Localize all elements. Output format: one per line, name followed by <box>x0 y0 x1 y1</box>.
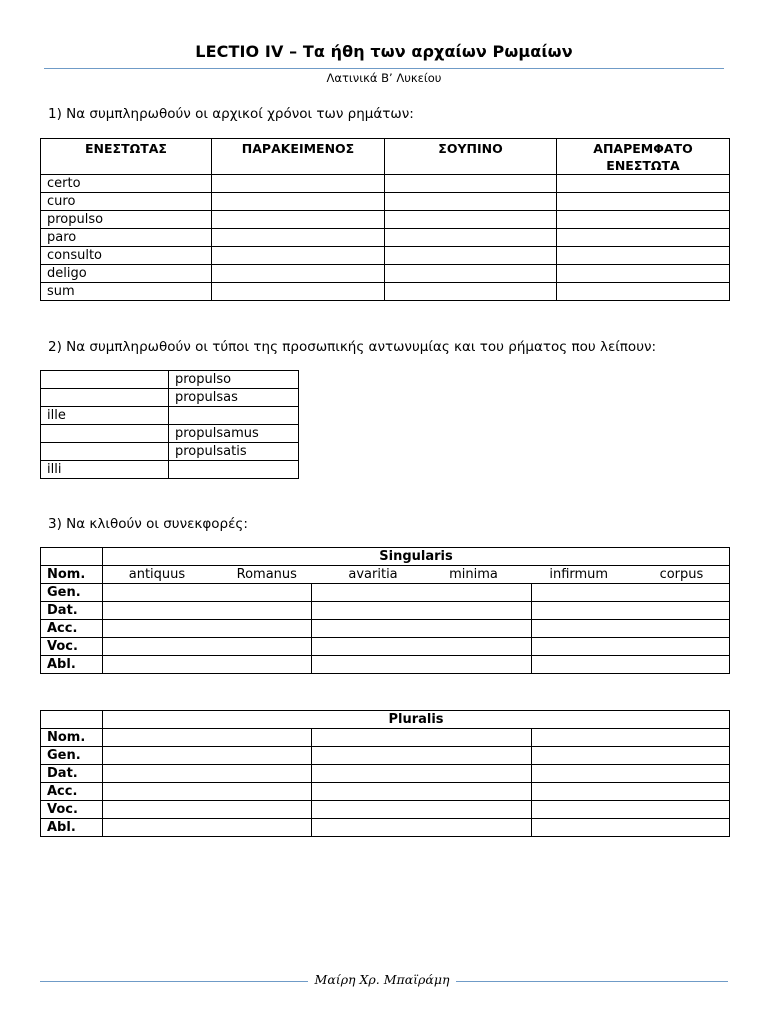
answer-cell-noun-phrase[interactable] <box>312 656 532 674</box>
answer-cell-adjective[interactable] <box>103 656 312 674</box>
corner-cell <box>41 548 103 566</box>
case-row <box>41 584 730 602</box>
answer-cell-infinitive[interactable] <box>557 283 730 301</box>
verb-present: paro <box>41 229 212 247</box>
column-header-perfect: ΠΑΡΑΚΕΙΜΕΝΟΣ <box>212 139 385 175</box>
answer-cell-perfect[interactable] <box>212 229 385 247</box>
nominative-words <box>103 566 729 583</box>
answer-cell-adjective[interactable] <box>103 620 312 638</box>
pronoun-cell[interactable] <box>41 443 169 461</box>
answer-cell-adjective[interactable] <box>103 602 312 620</box>
case-row <box>41 620 730 638</box>
case-row <box>41 801 730 819</box>
case-label: Abl. <box>41 819 103 837</box>
verb-row <box>41 229 730 247</box>
column-header-present: ΕΝΕΣΤΩΤΑΣ <box>41 139 212 175</box>
answer-cell-noun-phrase[interactable] <box>312 801 532 819</box>
verb-present: deligo <box>41 265 212 283</box>
case-label: Gen. <box>41 747 103 765</box>
answer-cell-noun[interactable] <box>532 765 730 783</box>
nominative-word: infirmum <box>549 567 609 582</box>
pronoun-row <box>41 371 299 389</box>
answer-cell-supine[interactable] <box>385 247 557 265</box>
verb-cell: propulsamus <box>169 425 299 443</box>
answer-cell-noun[interactable] <box>532 656 730 674</box>
answer-cell-infinitive[interactable] <box>557 175 730 193</box>
answer-cell-noun-phrase[interactable] <box>312 620 532 638</box>
case-label: Abl. <box>41 656 103 674</box>
case-label: Voc. <box>41 638 103 656</box>
page-title: LECTIO IV – Τα ήθη των αρχαίων Ρωμαίων <box>195 42 573 61</box>
verb-cell: propulsas <box>169 389 299 407</box>
corner-cell <box>41 711 103 729</box>
answer-cell-infinitive[interactable] <box>557 193 730 211</box>
pronoun-cell[interactable] <box>41 425 169 443</box>
case-row <box>41 602 730 620</box>
pronoun-cell: illi <box>41 461 169 479</box>
footer-divider-right <box>456 981 728 982</box>
case-row <box>41 638 730 656</box>
answer-cell-noun[interactable] <box>532 801 730 819</box>
answer-cell-perfect[interactable] <box>212 283 385 301</box>
answer-cell-noun-phrase[interactable] <box>312 765 532 783</box>
pronoun-row <box>41 461 299 479</box>
answer-cell-supine[interactable] <box>385 229 557 247</box>
answer-cell-adjective[interactable] <box>103 638 312 656</box>
singular-declension-table <box>40 547 730 674</box>
case-row <box>41 729 730 747</box>
answer-cell-adjective[interactable] <box>103 747 312 765</box>
singular-header: Singularis <box>103 548 730 566</box>
answer-cell-noun-phrase[interactable] <box>312 783 532 801</box>
pronoun-cell[interactable] <box>41 389 169 407</box>
nominative-phrase <box>103 566 730 584</box>
case-row <box>41 765 730 783</box>
case-label: Gen. <box>41 584 103 602</box>
pronoun-row <box>41 443 299 461</box>
answer-cell-noun-phrase[interactable] <box>312 819 532 837</box>
case-row <box>41 819 730 837</box>
pronoun-verb-table <box>40 370 299 479</box>
author-signature: Μαίρη Χρ. Μπαϊράμη <box>314 972 450 987</box>
case-label: Dat. <box>41 765 103 783</box>
exercise-2-instruction: 2) Να συμπληρωθούν οι τύποι της προσωπικής αντωνυμίας και του ρήματος που λείπουν: <box>48 339 657 355</box>
exercise-1-instruction: 1) Να συμπληρωθούν οι αρχικοί χρόνοι των ρημάτων: <box>48 106 414 122</box>
answer-cell-supine[interactable] <box>385 175 557 193</box>
title-divider <box>44 68 724 69</box>
answer-cell-noun[interactable] <box>532 729 730 747</box>
case-row <box>41 783 730 801</box>
verb-tenses-table <box>40 138 730 301</box>
answer-cell-supine[interactable] <box>385 193 557 211</box>
plural-declension-table <box>40 710 730 837</box>
answer-cell-noun[interactable] <box>532 584 730 602</box>
answer-cell-adjective[interactable] <box>103 729 312 747</box>
answer-cell-perfect[interactable] <box>212 265 385 283</box>
verb-cell: propulsatis <box>169 443 299 461</box>
verb-row <box>41 265 730 283</box>
verb-present: consulto <box>41 247 212 265</box>
answer-cell-supine[interactable] <box>385 265 557 283</box>
answer-cell-noun[interactable] <box>532 819 730 837</box>
nominative-word: avaritia <box>348 567 398 582</box>
nominative-word: minima <box>449 567 498 582</box>
answer-cell-perfect[interactable] <box>212 193 385 211</box>
verb-present: certo <box>41 175 212 193</box>
verb-row <box>41 175 730 193</box>
answer-cell-adjective[interactable] <box>103 801 312 819</box>
case-label: Voc. <box>41 801 103 819</box>
answer-cell-adjective[interactable] <box>103 765 312 783</box>
verb-cell[interactable] <box>169 461 299 479</box>
verb-present: propulso <box>41 211 212 229</box>
answer-cell-perfect[interactable] <box>212 247 385 265</box>
case-label: Acc. <box>41 783 103 801</box>
answer-cell-noun[interactable] <box>532 783 730 801</box>
answer-cell-infinitive[interactable] <box>557 211 730 229</box>
case-label: Nom. <box>41 566 103 584</box>
answer-cell-noun[interactable] <box>532 638 730 656</box>
answer-cell-noun-phrase[interactable] <box>312 602 532 620</box>
verb-row <box>41 283 730 301</box>
answer-cell-adjective[interactable] <box>103 584 312 602</box>
answer-cell-adjective[interactable] <box>103 783 312 801</box>
verb-present: curo <box>41 193 212 211</box>
answer-cell-adjective[interactable] <box>103 819 312 837</box>
pronoun-row <box>41 389 299 407</box>
page-subtitle: Λατινικά Β’ Λυκείου <box>326 71 442 85</box>
plural-header: Pluralis <box>103 711 730 729</box>
answer-cell-supine[interactable] <box>385 211 557 229</box>
pronoun-cell[interactable] <box>41 371 169 389</box>
nominative-word: corpus <box>659 567 704 582</box>
case-label: Dat. <box>41 602 103 620</box>
pronoun-cell: ille <box>41 407 169 425</box>
pronoun-row <box>41 407 299 425</box>
answer-cell-noun-phrase[interactable] <box>312 747 532 765</box>
verb-cell[interactable] <box>169 407 299 425</box>
answer-cell-noun[interactable] <box>532 602 730 620</box>
answer-cell-noun[interactable] <box>532 620 730 638</box>
answer-cell-noun[interactable] <box>532 747 730 765</box>
column-header-infinitive: ΑΠΑΡΕΜΦΑΤΟ ΕΝΕΣΤΩΤΑ <box>557 139 730 175</box>
verb-row <box>41 247 730 265</box>
column-header-supine: ΣΟΥΠΙΝΟ <box>385 139 557 175</box>
answer-cell-supine[interactable] <box>385 283 557 301</box>
answer-cell-noun-phrase[interactable] <box>312 638 532 656</box>
exercise-3-instruction: 3) Να κλιθούν οι συνεκφορές: <box>48 516 248 532</box>
verb-cell: propulso <box>169 371 299 389</box>
case-row <box>41 747 730 765</box>
verb-row <box>41 193 730 211</box>
nominative-word: Romanus <box>236 567 297 582</box>
answer-cell-noun-phrase[interactable] <box>312 584 532 602</box>
footer-divider-left <box>40 981 308 982</box>
answer-cell-infinitive[interactable] <box>557 247 730 265</box>
answer-cell-perfect[interactable] <box>212 175 385 193</box>
answer-cell-infinitive[interactable] <box>557 265 730 283</box>
case-label: Nom. <box>41 729 103 747</box>
answer-cell-perfect[interactable] <box>212 211 385 229</box>
verb-row <box>41 211 730 229</box>
pronoun-row <box>41 425 299 443</box>
verb-present: sum <box>41 283 212 301</box>
case-row <box>41 656 730 674</box>
answer-cell-infinitive[interactable] <box>557 229 730 247</box>
case-row <box>41 566 730 584</box>
answer-cell-noun-phrase[interactable] <box>312 729 532 747</box>
case-label: Acc. <box>41 620 103 638</box>
nominative-word: antiquus <box>128 567 186 582</box>
